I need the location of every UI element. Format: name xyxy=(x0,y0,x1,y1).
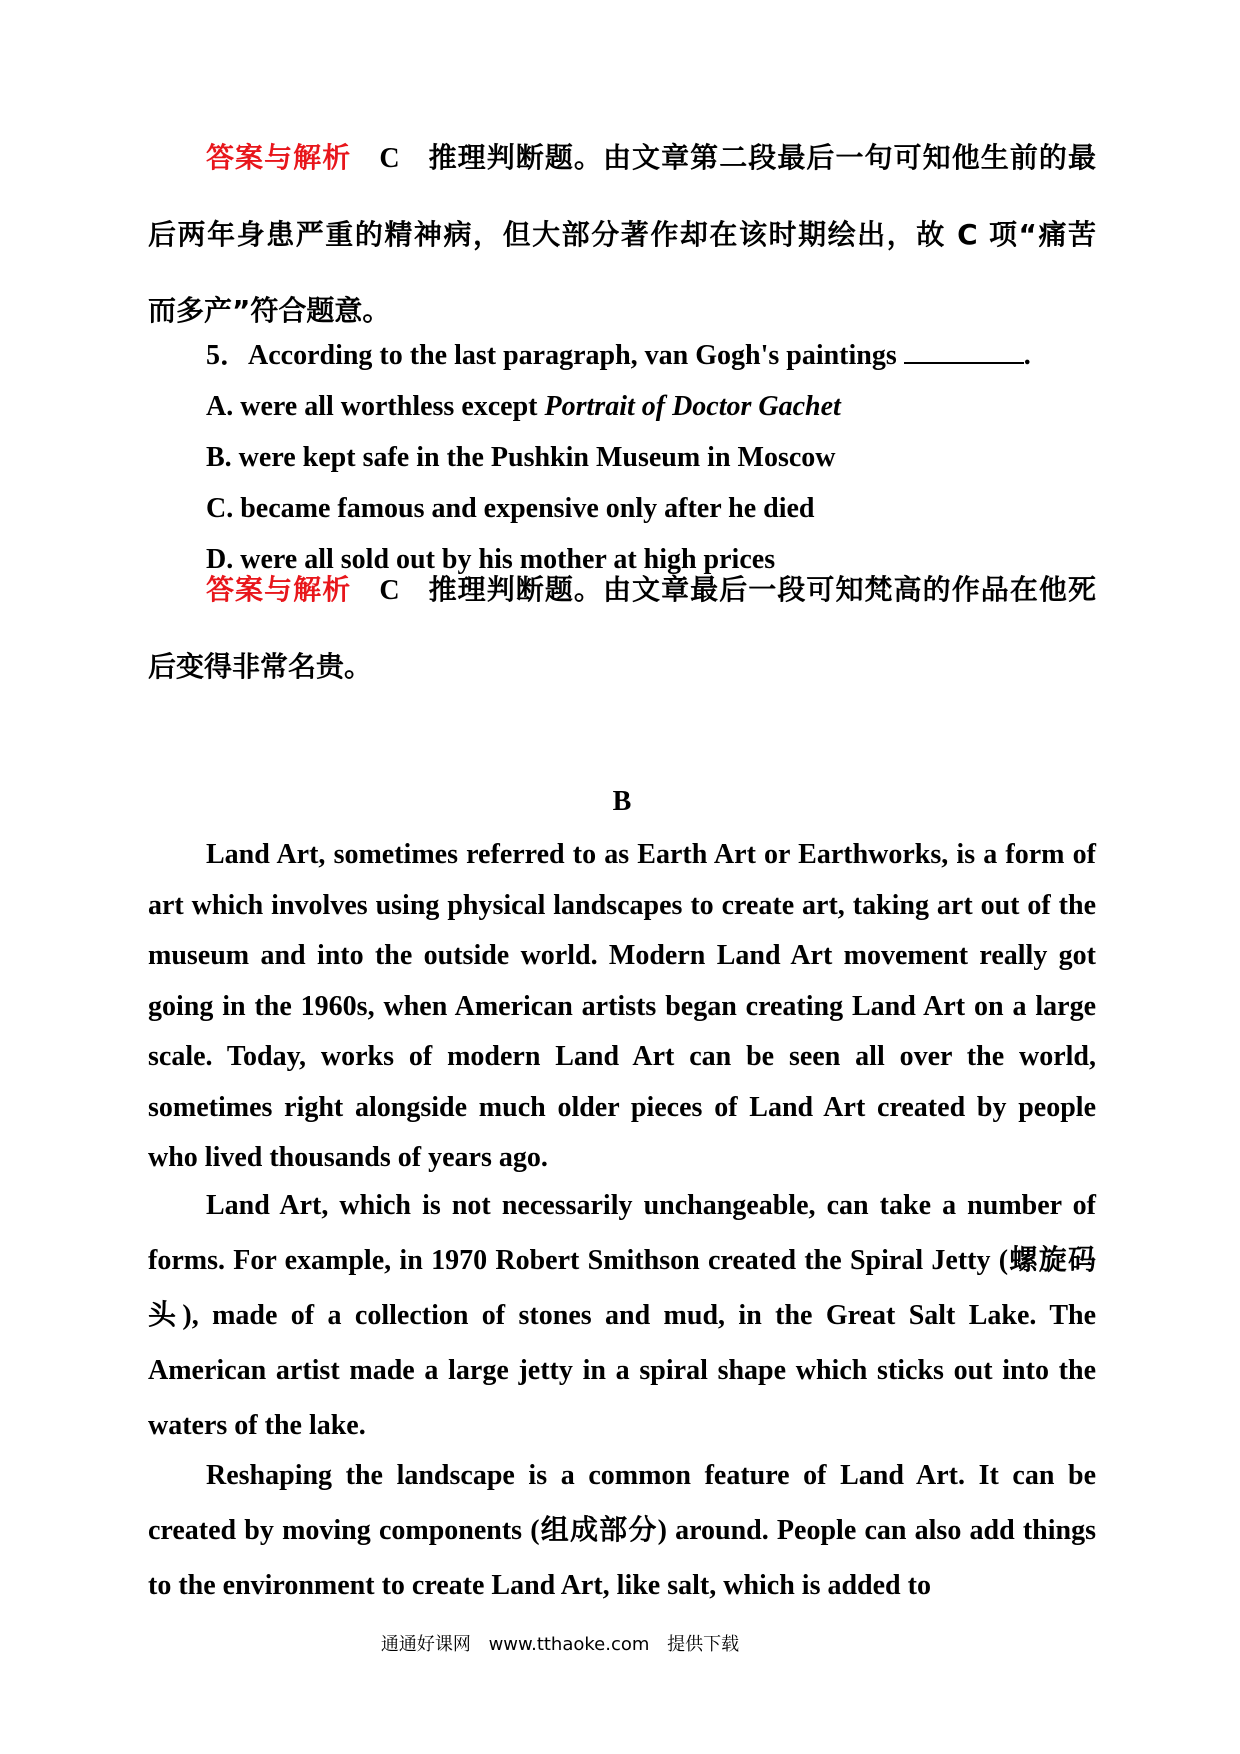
footer-note: 提供下载 xyxy=(667,1634,740,1655)
explanation-text: 推理判断题。由文章第二段最后一句可知他生前的最 xyxy=(427,141,1096,174)
question-stem: 5．According to the last paragraph, van Gogh's paintings . xyxy=(206,340,1031,371)
passage-paragraph-2: Land Art, which is not necessarily unchangeable, can take a number of forms. For example, in 1970 Robert Smithson created the Spiral Jetty (螺旋码头), made of a collection of stones and mud, in the Great Salt Lake. The American artist made a large jetty in a spiral shape which sticks out into the waters of the lake. xyxy=(148,1190,1096,1441)
explanation-text: 后变得非常名贵。 xyxy=(148,650,373,683)
document-page xyxy=(148,0,1096,1754)
answer-line xyxy=(148,120,1096,197)
answer-explanation-1 xyxy=(148,120,1096,349)
answer-explanation-2 xyxy=(148,552,1096,705)
section-title: B xyxy=(612,786,632,817)
option-c: C. became famous and expensive only after he died xyxy=(206,493,815,524)
answer-label: 答案与解析 xyxy=(206,573,352,606)
footer-url[interactable]: www.tthaoke.com xyxy=(488,1634,650,1655)
answer-line xyxy=(148,552,1096,629)
answer-blank xyxy=(904,338,1024,364)
answer-label: 答案与解析 xyxy=(206,141,352,174)
passage-paragraph-3: Reshaping the landscape is a common feature of Land Art. It can be created by moving components (组成部分) around. People can also add things to the environment to create Land Art, like salt, which is added to xyxy=(148,1460,1096,1601)
explanation-text: 推理判断题。由文章最后一段可知梵高的作品在他死 xyxy=(427,573,1096,606)
passage-paragraph-1: Land Art, sometimes referred to as Earth Art or Earthworks, is a form of art which involves using physical landscapes to create art, taking art out of the museum and into the outside world. Modern Land Art movement really got going in the 1960s, when American artists began creating Land Art on a large scale. Today, works of modern Land Art can be seen all over the world, sometimes right alongside much older pieces of Land Art created by people who lived thousands of years ago. xyxy=(148,839,1096,1173)
explanation-text: 而多产”符合题意。 xyxy=(148,294,391,327)
explanation-text: 后两年身患严重的精神病，但大部分著作却在该时期绘出，故 C 项“痛苦 xyxy=(148,218,1096,251)
answer-letter: C xyxy=(379,575,400,606)
answer-letter: C xyxy=(379,143,400,174)
question-5 xyxy=(206,330,1096,585)
footer-site-name: 通通好课网 xyxy=(380,1634,471,1655)
page-footer xyxy=(0,1630,1180,1656)
option-b: B. were kept safe in the Pushkin Museum in Moscow xyxy=(206,442,836,473)
option-a: A. were all worthless except Portrait of Doctor Gachet xyxy=(206,391,841,422)
option-d: D. were all sold out by his mother at high prices xyxy=(206,544,776,575)
